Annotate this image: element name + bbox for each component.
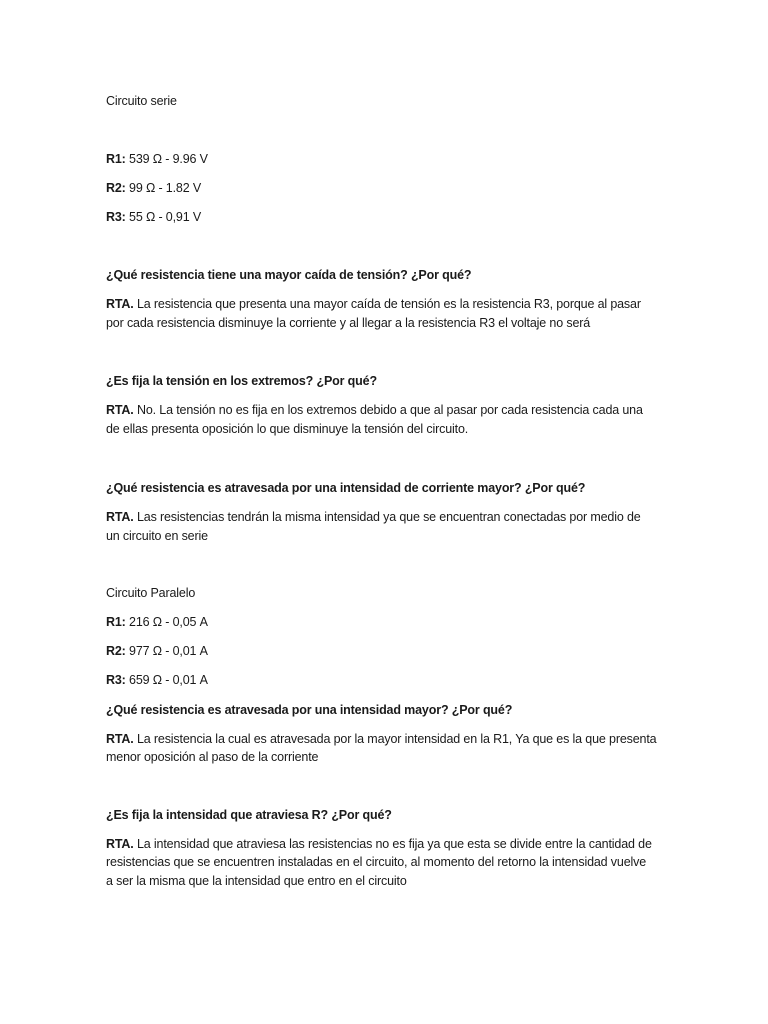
series-resistor-r2 bbox=[106, 179, 201, 197]
section-heading-series: Circuito serie bbox=[106, 94, 177, 108]
resistor-value: 539 Ω - 9.96 V bbox=[125, 152, 208, 166]
answer-5-line-2: resistencias que se encuentren instaladas en el circuito, al momento del retorno la intensidad vuelve bbox=[106, 855, 647, 869]
resistor-label: R2: bbox=[106, 644, 126, 658]
answer-3-line-2: un circuito en serie bbox=[106, 529, 208, 543]
question-3: ¿Qué resistencia es atravesada por una intensidad de corriente mayor? ¿Por qué? bbox=[106, 481, 586, 495]
answer-3-line-1 bbox=[106, 508, 641, 526]
parallel-resistor-r2 bbox=[106, 642, 208, 660]
answer-4-line-1 bbox=[106, 730, 656, 748]
rta-label: RTA. bbox=[106, 510, 134, 524]
resistor-label: R1: bbox=[106, 615, 126, 629]
series-resistor-r3 bbox=[106, 208, 201, 226]
section-heading-parallel: Circuito Paralelo bbox=[106, 586, 196, 600]
resistor-value: 216 Ω - 0,05 A bbox=[125, 615, 208, 629]
resistor-value: 977 Ω - 0,01 A bbox=[125, 644, 208, 658]
resistor-label: R3: bbox=[106, 673, 126, 687]
answer-text: La resistencia que presenta una mayor caída de tensión es la resistencia R3, porque al pasar bbox=[133, 297, 641, 311]
answer-text: No. La tensión no es fija en los extremos debido a que al pasar por cada resistencia cada una bbox=[133, 403, 643, 417]
resistor-value: 55 Ω - 0,91 V bbox=[125, 210, 202, 224]
answer-5-line-1 bbox=[106, 835, 652, 853]
answer-2-line-1 bbox=[106, 401, 643, 419]
question-5: ¿Es fija la intensidad que atraviesa R? ¿Por qué? bbox=[106, 808, 392, 822]
answer-2-line-2: de ellas presenta oposición lo que disminuye la tensión del circuito. bbox=[106, 422, 469, 436]
resistor-label: R2: bbox=[106, 181, 126, 195]
rta-label: RTA. bbox=[106, 837, 134, 851]
answer-4-line-2: menor oposición al paso de la corriente bbox=[106, 750, 319, 764]
answer-text: Las resistencias tendrán la misma intensidad ya que se encuentran conectadas por medio de bbox=[133, 510, 641, 524]
resistor-value: 99 Ω - 1.82 V bbox=[125, 181, 202, 195]
resistor-label: R3: bbox=[106, 210, 126, 224]
resistor-value: 659 Ω - 0,01 A bbox=[125, 673, 208, 687]
resistor-label: R1: bbox=[106, 152, 126, 166]
series-resistor-r1 bbox=[106, 150, 208, 168]
rta-label: RTA. bbox=[106, 297, 134, 311]
answer-1-line-1 bbox=[106, 295, 641, 313]
answer-text: La intensidad que atraviesa las resistencias no es fija ya que esta se divide entre la cantidad de bbox=[133, 837, 652, 851]
question-2: ¿Es fija la tensión en los extremos? ¿Por qué? bbox=[106, 374, 377, 388]
question-1: ¿Qué resistencia tiene una mayor caída de tensión? ¿Por qué? bbox=[106, 268, 472, 282]
rta-label: RTA. bbox=[106, 403, 134, 417]
parallel-resistor-r1 bbox=[106, 613, 208, 631]
answer-1-line-2: por cada resistencia disminuye la corriente y al llegar a la resistencia R3 el voltaje no será bbox=[106, 316, 591, 330]
parallel-resistor-r3 bbox=[106, 671, 208, 689]
question-4: ¿Qué resistencia es atravesada por una intensidad mayor? ¿Por qué? bbox=[106, 703, 513, 717]
rta-label: RTA. bbox=[106, 732, 134, 746]
answer-text: La resistencia la cual es atravesada por la mayor intensidad en la R1, Ya que es la que presenta bbox=[133, 732, 657, 746]
answer-5-line-3: a ser la misma que la intensidad que entro en el circuito bbox=[106, 874, 407, 888]
